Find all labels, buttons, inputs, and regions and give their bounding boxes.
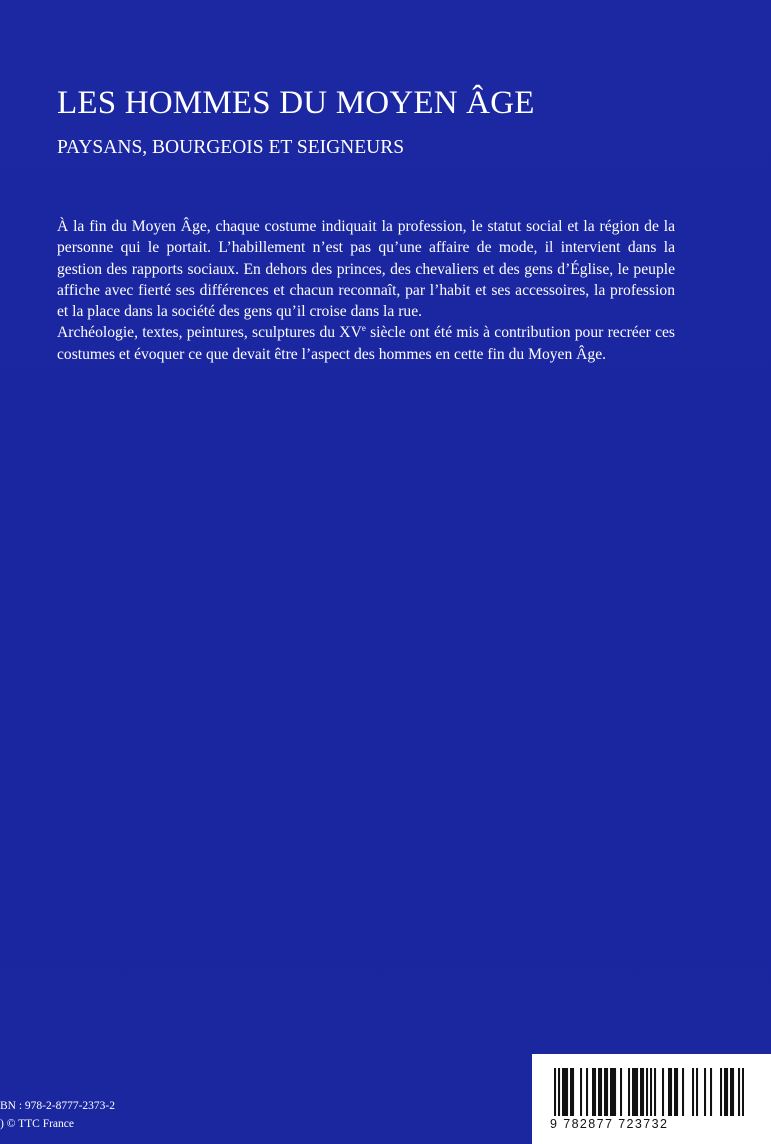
barcode-number: 9 782877 723732	[550, 1117, 669, 1131]
copyright-text: ) © TTC France	[0, 1118, 74, 1130]
book-subtitle: PAYSANS, BOURGEOIS ET SEIGNEURS	[57, 137, 405, 158]
blurb	[57, 216, 675, 365]
blurb-paragraph-2-start: Archéologie, textes, peintures, sculptures du XV	[57, 324, 362, 342]
book-title: LES HOMMES DU MOYEN ÂGE	[57, 85, 535, 121]
blurb-paragraph-2-end: siècle ont été mis à contribution pour recréer ces costumes et évoquer ce que devait être l’aspect des hommes en cette fin du Moyen Âge.	[57, 324, 675, 363]
blurb-paragraph-2	[57, 322, 675, 365]
barcode-icon	[554, 1068, 744, 1116]
isbn-text: BN : 978-2-8777-2373-2	[0, 1100, 115, 1112]
blurb-paragraph-1: À la fin du Moyen Âge, chaque costume indiquait la profession, le statut social et la région de la personne qui le portait. L’habillement n’est pas qu’une affaire de mode, il intervient dans la gestion des rapports sociaux. En dehors des princes, des chevaliers et des gens d’Église, le peuple affiche avec fierté ses différences et chacun reconnaît, par l’habit et ses accessoires, la profession et la place dans la société des gens qu’il croise dans la rue.	[57, 218, 675, 321]
barcode-label	[532, 1054, 771, 1144]
century-superscript: e	[361, 323, 366, 334]
